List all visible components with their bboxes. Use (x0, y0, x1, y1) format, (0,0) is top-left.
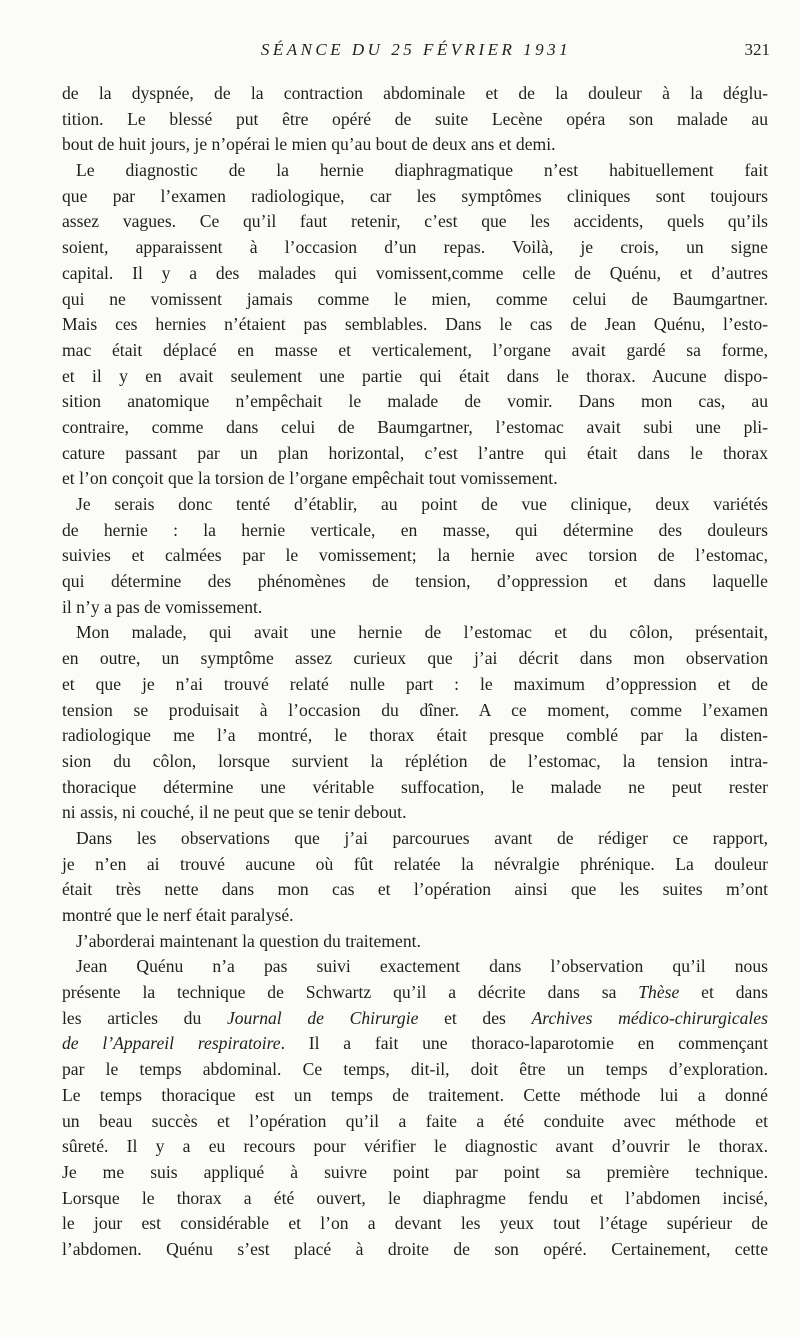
text-line (62, 441, 768, 467)
text-line (62, 158, 768, 184)
text-line (62, 389, 768, 415)
body-text (62, 81, 768, 1263)
text-segment: et il y en avait seulement une partie qui était dans le thorax. Aucune dispo- (62, 365, 768, 386)
text-segment: en outre, un symptôme assez curieux que j’ai décrit dans mon observation (62, 648, 768, 669)
text-segment: cature passant par un plan horizontal, c’est l’antre qui était dans le thorax (62, 442, 768, 463)
text-line (62, 312, 768, 338)
text-segment: de la dyspnée, de la contraction abdominale et de la douleur à la déglu- (62, 83, 768, 103)
text-segment: qui ne vomissent jamais comme le mien, comme celui de Baumgartner. (62, 288, 768, 309)
text-segment: Mon malade, qui avait une hernie de l’estomac et du côlon, présentait, (76, 622, 768, 643)
text-line (62, 1237, 768, 1263)
text-line (62, 569, 768, 595)
text-line (62, 698, 768, 724)
text-segment: . Il a fait une thoraco-laparotomie en commençant (280, 1033, 768, 1054)
italic-text: Journal de Chirurgie (226, 1007, 419, 1028)
text-line (62, 287, 768, 313)
text-line (62, 492, 768, 518)
text-line (62, 723, 768, 749)
text-segment: capital. Il y a des malades qui vomissent,comme celle de Quénu, et d’autres (62, 262, 768, 283)
text-segment: Je me suis appliqué à suivre point par point sa première technique. (62, 1161, 768, 1182)
text-segment: Je serais donc tenté d’établir, au point de vue clinique, deux variétés (76, 494, 768, 514)
text-line (62, 132, 768, 158)
text-line (62, 1006, 768, 1032)
text-line (62, 415, 768, 441)
text-segment: sition anatomique n’empêchait le malade de vomir. Dans mon cas, au (62, 391, 768, 412)
text-line (62, 1031, 768, 1057)
italic-text: de l’Appareil respiratoire (62, 1033, 281, 1054)
text-line (62, 364, 768, 390)
running-header (62, 40, 770, 64)
text-segment: contraire, comme dans celui de Baumgartner, l’estomac avait subi une pli- (62, 416, 768, 437)
text-line (62, 852, 768, 878)
text-line (62, 980, 768, 1006)
text-line (62, 107, 768, 133)
text-segment: sion du côlon, lorsque survient la réplétion de l’estomac, la tension intra- (62, 750, 768, 771)
text-segment: les articles du (62, 1007, 227, 1028)
text-segment: mac était déplacé en masse et verticalement, l’organe avait gardé sa forme, (62, 339, 768, 360)
text-segment: soient, apparaissent à l’occasion d’un repas. Voilà, je crois, un signe (62, 237, 768, 258)
text-segment: radiologique me l’a montré, le thorax était presque comblé par la disten- (62, 725, 768, 746)
text-line (62, 749, 768, 775)
text-segment: était très nette dans mon cas et l’opération ainsi que les suites m’ont (62, 879, 768, 900)
text-line (62, 1109, 768, 1135)
text-line (62, 826, 768, 852)
text-segment: et des (418, 1007, 532, 1028)
running-title: SÉANCE DU 25 FÉVRIER 1931 (260, 40, 572, 59)
text-segment: Le temps thoracique est un temps de traitement. Cette méthode lui a donné (62, 1084, 768, 1105)
text-line (62, 775, 768, 801)
text-segment: il n’y a pas de vomissement. (62, 596, 263, 617)
text-segment: montré que le nerf était paralysé. (62, 905, 294, 925)
text-segment: et dans (679, 982, 768, 1003)
text-line (62, 1134, 768, 1160)
text-segment: ni assis, ni couché, il ne peut que se tenir debout. (62, 802, 407, 823)
text-line (62, 261, 768, 287)
text-line (62, 81, 768, 107)
text-line (62, 646, 768, 672)
text-line (62, 466, 768, 492)
text-segment: et l’on conçoit que la torsion de l’organe empêchait tout vomissement. (62, 468, 558, 489)
text-segment: J’aborderai maintenant la question du traitement. (76, 930, 421, 951)
text-segment: tension se produisait à l’occasion du dîner. A ce moment, comme l’examen (62, 699, 768, 720)
text-segment: le jour est considérable et l’on a devant les yeux tout l’étage supérieur de (62, 1213, 768, 1234)
text-segment: Mais ces hernies n’étaient pas semblables. Dans le cas de Jean Quénu, l’esto- (62, 314, 768, 335)
text-segment: que par l’examen radiologique, car les symptômes cliniques sont toujours (62, 185, 768, 206)
text-line (62, 1186, 768, 1212)
text-line (62, 209, 768, 235)
text-segment: thoracique détermine une véritable suffocation, le malade ne peut rester (62, 776, 768, 797)
text-segment: l’abdomen. Quénu s’est placé à droite de son opéré. Certainement, cette (62, 1238, 768, 1259)
text-segment: Dans les observations que j’ai parcourues avant de rédiger ce rapport, (76, 827, 768, 848)
text-line (62, 235, 768, 261)
text-line (62, 1083, 768, 1109)
text-line (62, 620, 768, 646)
text-line (62, 877, 768, 903)
text-segment: je n’en ai trouvé aucune où fût relatée la névralgie phrénique. La douleur (62, 853, 768, 874)
italic-text: Archives médico-chirurgicales (531, 1007, 768, 1028)
text-line (62, 929, 768, 955)
text-segment: un beau succès et l’opération qu’il a faite a été conduite avec méthode et (62, 1110, 768, 1131)
text-segment: Jean Quénu n’a pas suivi exactement dans l’observation qu’il nous (76, 956, 768, 977)
page-number: 321 (744, 40, 770, 59)
text-segment: qui détermine des phénomènes de tension, d’oppression et dans laquelle (62, 571, 768, 592)
text-segment: présente la technique de Schwartz qu’il a décrite dans sa (62, 982, 639, 1003)
text-segment: bout de huit jours, je n’opérai le mien qu’au bout de deux ans et demi. (62, 134, 556, 155)
text-line (62, 954, 768, 980)
text-line (62, 903, 768, 929)
text-line (62, 595, 768, 621)
text-line (62, 1057, 768, 1083)
text-segment: assez vagues. Ce qu’il faut retenir, c’est que les accidents, quels qu’ils (62, 211, 768, 232)
text-line (62, 338, 768, 364)
text-line (62, 800, 768, 826)
text-segment: Lorsque le thorax a été ouvert, le diaphragme fendu et l’abdomen incisé, (62, 1187, 768, 1208)
text-line (62, 543, 768, 569)
text-line (62, 184, 768, 210)
text-line (62, 1160, 768, 1186)
text-line (62, 672, 768, 698)
text-segment: Le diagnostic de la hernie diaphragmatique n’est habituellement fait (76, 160, 768, 181)
text-segment: sûreté. Il y a eu recours pour vérifier le diagnostic avant d’ouvrir le thorax. (62, 1136, 768, 1157)
italic-text: Thèse (638, 982, 680, 1003)
text-line (62, 1211, 768, 1237)
text-segment: suivies et calmées par le vomissement; la hernie avec torsion de l’estomac, (62, 545, 768, 566)
text-segment: tition. Le blessé put être opéré de suite Lecène opéra son malade au (62, 108, 768, 129)
text-segment: par le temps abdominal. Ce temps, dit-il, doit être un temps d’exploration. (62, 1059, 768, 1080)
text-segment: et que je n’ai trouvé relaté nulle part : le maximum d’oppression et de (62, 673, 768, 694)
text-segment: de hernie : la hernie verticale, en masse, qui détermine des douleurs (62, 519, 768, 540)
text-line (62, 518, 768, 544)
